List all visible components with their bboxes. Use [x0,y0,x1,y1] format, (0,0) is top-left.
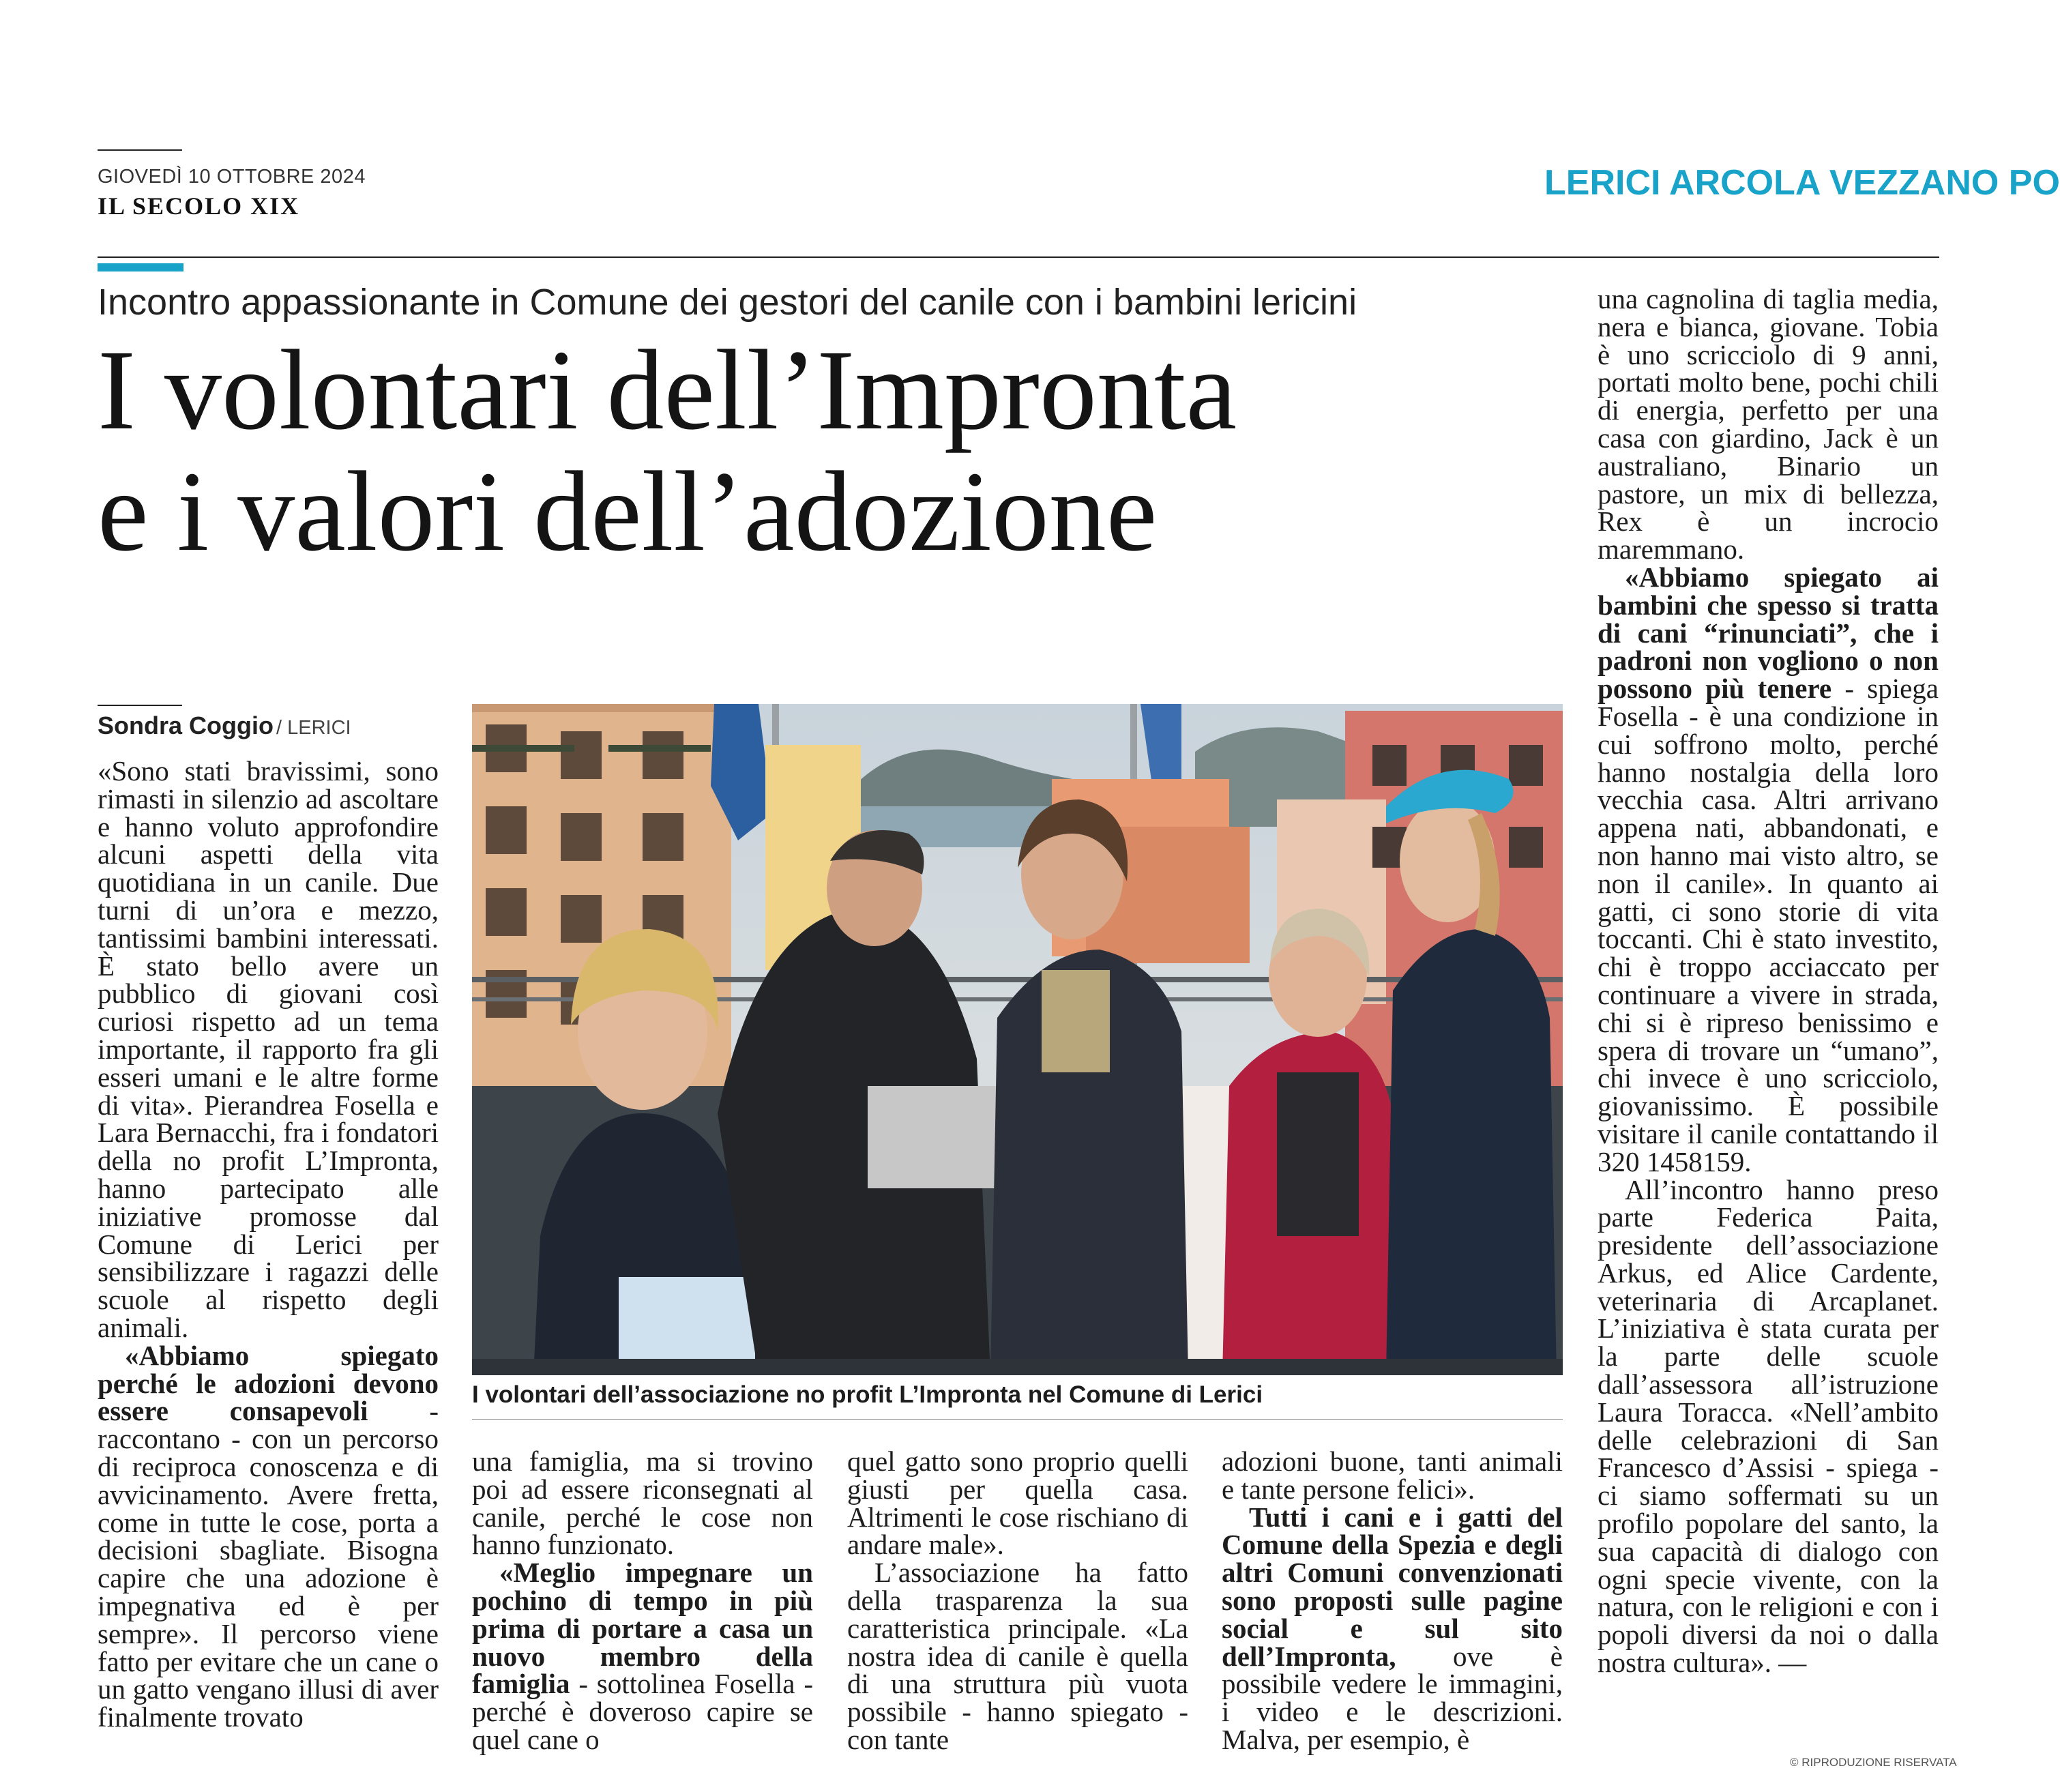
bold-lead: «Meglio impegnare un pochino di tempo in più prima di portare a casa un nuovo membro della famiglia [472,1557,813,1700]
column-4 [1222,1445,1563,1755]
author: Sondra Coggio [98,711,274,739]
paragraph: quel gatto sono proprio quelli giusti per quella casa. Altrimenti le cose rischiano di andare male». [847,1445,1188,1561]
paragraph: adozioni buone, tanti animali e tante persone felici». [1222,1445,1563,1505]
issue-date: GIOVEDÌ 10 OTTOBRE 2024 [98,166,366,188]
group-photo [472,704,1563,1375]
header-rule-right [1564,256,1939,258]
bold-lead: Tutti i cani e i gatti del Comune della Spezia e degli altri Comuni convenzionati sono proposti sulle pagine social e sul sito dell’Impronta, [1222,1501,1563,1672]
headline-line-2: e i valori dell’adozione [98,448,1158,575]
paragraph: - sottolinea Fosella - perché è doveroso capire se quel cane o [472,1668,813,1755]
section-title: LERICI ARCOLA VEZZANO PO [1544,163,2060,203]
byline [98,711,351,740]
byline-rule [98,705,182,706]
paragraph: «Sono stati bravissimi, sono rimasti in silenzio ad ascoltare e hanno voluto approfondire alcuni aspetti della vita quotidiana in un canile. Due turni di un’ora e mezzo, tantissimi bambini interessati. È stato bello avere un pubblico di giovani così curiosi rispetto ad un tema importante, il rapporto fra gli esseri umani e le altre forme di vita». Pierandrea Fosella e Lara Bernacchi, fra i fondatori della no profit L’Impronta, hanno partecipato alle iniziative promosse dal Comune di Lerici per sensibilizzare i ragazzi delle scuole al rispetto degli animali. [98,755,439,1343]
bold-lead: «Abbiamo spiegato perché le adozioni devono essere consapevoli [98,1339,439,1427]
column-2 [472,1445,813,1755]
photo-caption: I volontari dell’associazione no profit L’Impronta nel Comune di Lerici [472,1381,1263,1408]
location: / LERICI [276,717,351,739]
paragraph: una cagnolina di taglia media, nera e bianca, giovane. Tobia è uno scricciolo di 9 anni, portati molto bene, pochi chili di energia, perfetto per una casa con giardino, Jack è un australiano, Binario un pastore, un mix di bellezza, Rex è un incrocio maremmano. [1598,283,1939,565]
column-1 [98,757,439,1746]
copyright: © RIPRODUZIONE RISERVATA [1790,1756,1957,1769]
column-3 [847,1445,1188,1755]
accent-bar [98,263,183,271]
top-rule [98,149,182,151]
paragraph: L’associazione ha fatto della trasparenza la sua caratteristica principale. «La nostra idea di canile è quella di una struttura più vuota possibile - hanno spiegato - con tante [847,1557,1188,1755]
paragraph: - spiega Fosella - è una condizione in cui soffrono molto, perché hanno nostalgia della loro vecchia casa. Altri arrivano appena nati, abbandonati, e non hanno mai visto altro, se non il canile». In quanto ai gatti, ci sono storie di vita toccanti. Chi è stato investito, chi è troppo acciaccato per continuare a vivere in strada, chi si è ripreso benissimo e spera di trovare un “umano”, chi invece è uno scricciolo, giovanissimo. È possibile visitare il canile contattando il 320 1458159. [1598,673,1939,1177]
newspaper-name: IL SECOLO XIX [98,192,300,220]
paragraph: una famiglia, ma si trovino poi ad essere riconsegnati al canile, perché le cose non hanno funzionato. [472,1445,813,1561]
header-rule-left [98,256,1564,258]
paragraph: - raccontano - con un percorso di reciproca conoscenza e di avvicinamento. Avere fretta, come in tutte le cose, porta a decisioni sbagliate. Bisogna capire che una adozione è impegnativa ed è per sempre». Il percorso viene fatto per evitare che un cane o un gatto vengano illusi di aver finalmente trovato [98,1395,439,1733]
kicker: Incontro appassionante in Comune dei gestori del canile con i bambini lericini [98,282,1357,323]
bold-lead: «Abbiamo spiegato ai bambini che spesso si tratta di cani “rinunciati”, che i padroni non vogliono o non possono più tenere [1598,561,1939,705]
caption-rule [472,1419,1563,1420]
headline-line-1: I volontari dell’Impronta [98,327,1237,454]
paragraph: All’incontro hanno preso parte Federica Paita, presidente dell’associazione Arkus, ed Alice Cardente, veterinaria di Arcaplanet. L’iniziativa è stata curata per la parte delle scuole dall’assessora all’istruzione Laura Toracca. «Nell’ambito delle celebrazioni di San Francesco d’Assisi - spiega - ci siamo soffermati su un profilo popolare del santo, la sua capacità di dialogo con ogni specie vivente, con la natura, con le religioni e con i popoli diversi da noi o dalla nostra cultura». — [1598,1173,1939,1679]
column-5 [1598,285,1939,1738]
paragraph: ove è possibile vedere le immagini, i video e le descrizioni. Malva, per esempio, è [1222,1640,1563,1755]
